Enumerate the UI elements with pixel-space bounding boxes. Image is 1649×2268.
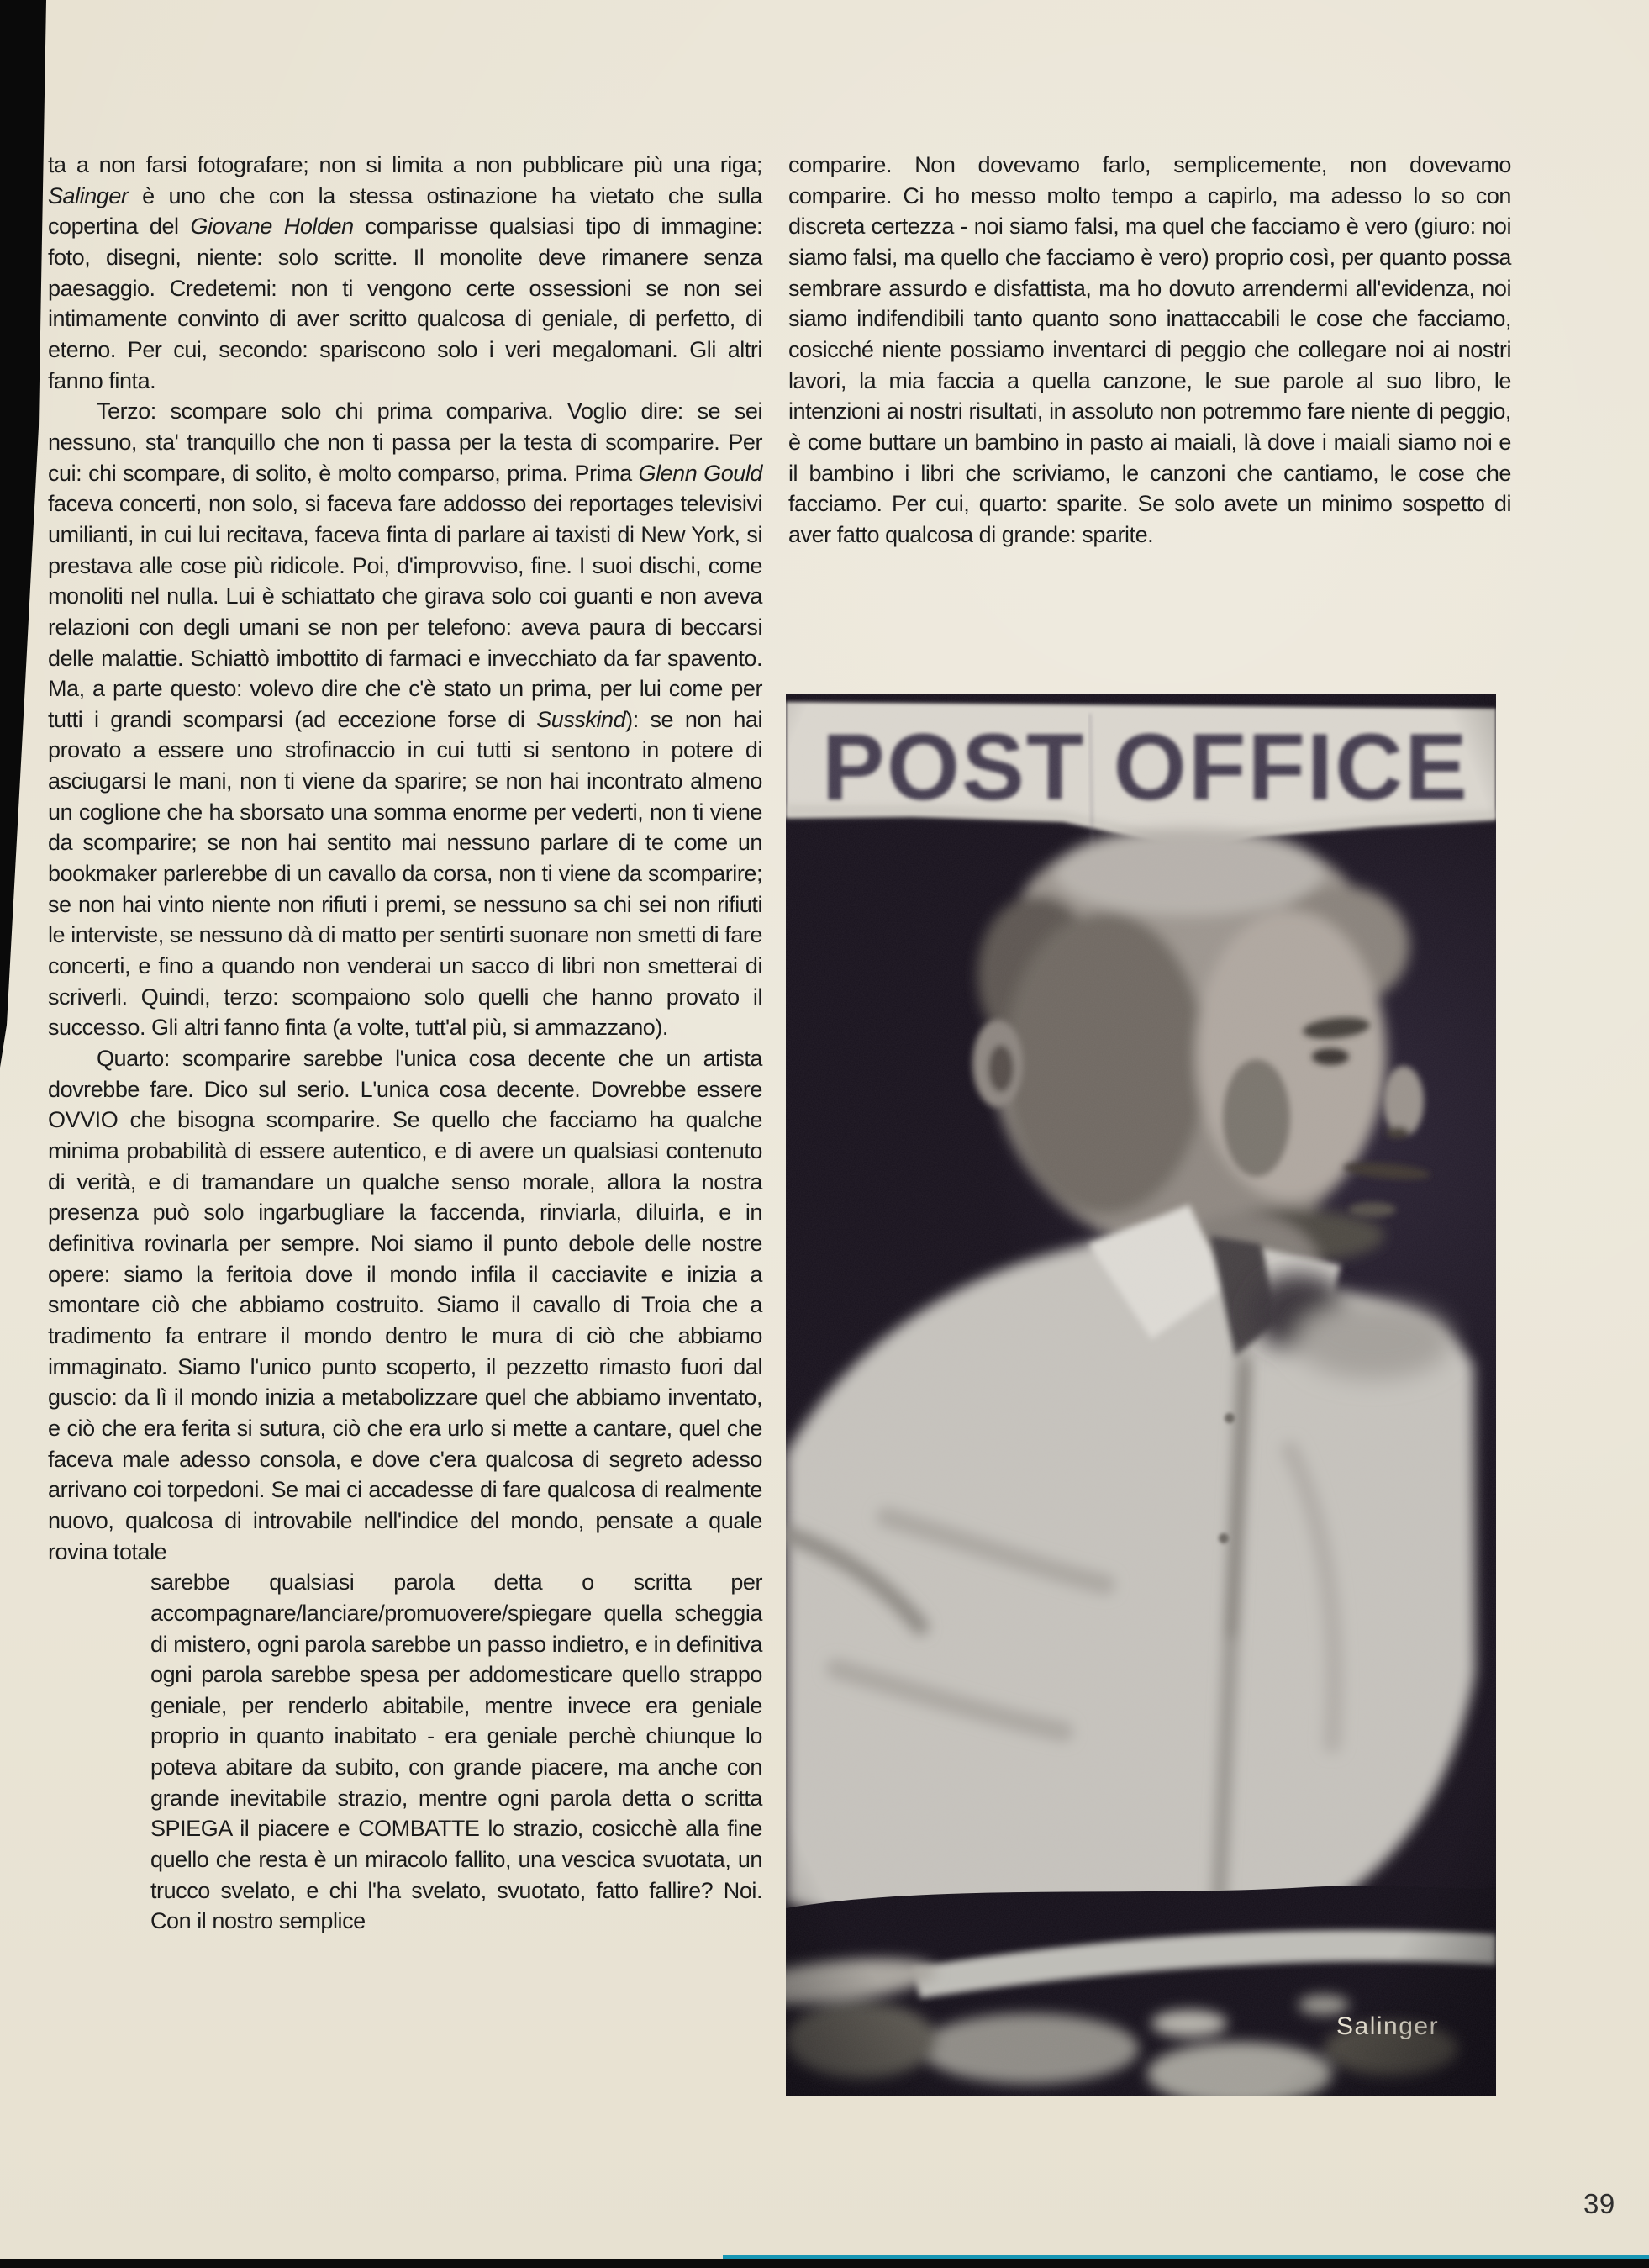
body-text: ta a non farsi fotografare; non si limita a non pubblicare più una riga; — [48, 152, 762, 177]
body-text: ): se non hai provato a essere uno strofinaccio in cui tutti si sentono in potere di asciugarsi le mani, non ti viene da sparire; se non hai incontrato almeno un coglione che ha sborsato una somma enorme per vederti, non ti viene da scomparire; se non hai sentito mai nessuno parlare di te come un bookmaker parlerebbe di un cavallo da corsa, non ti viene da scomparire; se non hai vinto niente non rifiuti i premi, se nessuno sa chi sei non rifiuti le interviste, se nessuno dà di matto per sentirti suonare non smetti di fare concerti, e fino a quando non venderai un sacco di libri non smetterai di scriverli. Quindi, terzo: scompaiono solo quelli che hanno provato il successo. Gli altri fanno finta (a volte, tutt'al più, si ammazzano). — [48, 706, 762, 1041]
paragraph-continuation — [48, 150, 762, 396]
salinger-photo — [786, 694, 1496, 2096]
italic-title-giovane-holden: Giovane Holden — [190, 214, 354, 240]
paragraph-quarto: Quarto: scomparire sarebbe l'unica cosa decente che un artista dovrebbe fare. Dico sul serio. L'unica cosa decente. Dovrebbe essere OVVIO che bisogna scomparire. Se quello che facciamo ha qualche minima probabilità di essere autentico, e di avere un qualsiasi contenuto di verità, e di tramandare un qualche senso morale, allora la nostra presenza può solo ingarbugliare la faccenda, rinviarla, diluirla, e in definitiva rovinarla per sempre. Noi siamo il punto debole delle nostre opere: siamo la feritoia dove il mondo infila il cacciavite e inizia a smontare ciò che abbiamo costruito. Siamo il cavallo di Troia che a tradimento fa entrare il mondo dentro le mura di ciò che abbiamo immaginato. Siamo l'unico punto scoperto, il pezzetto rimasto fuori dal guscio: da lì il mondo inizia a metabolizzare quel che abbiamo inventato, e ciò che era ferita si sutura, ciò che era urlo si mette a cantare, quel che faceva male adesso consola, e dove c'era qualcosa di segreto adesso arrivano coi torpedoni. Se mai ci accadesse di fare qualcosa di realmente nuovo, qualcosa di introvabile nell'indice del mondo, pensate a quale rovina totale — [48, 1046, 762, 1564]
photo-grain — [786, 694, 1496, 2096]
body-text: faceva concerti, non solo, si faceva fare addosso dei reportages televisivi umilianti, in cui lui recitava, faceva finta di parlare ai taxisti di New York, si prestava alle cose più ridicole. Poi, d'improvviso, fine. I suoi dischi, come monoliti nel nulla. Lui è schiattato che girava solo coi guanti e non aveva relazioni con degli umani se non per telefono: aveva paura di beccarsi delle malattie. Schiattò imbottito di farmaci e invecchiato da far spavento. Ma, a parte questo: volevo dire che c'è stato un prima, per lui come per tutti i grandi scomparsi (ad eccezione forse di — [48, 491, 762, 732]
italic-name-susskind: Susskind — [536, 706, 626, 732]
scan-border-left — [0, 0, 50, 1068]
right-column — [788, 150, 1511, 551]
body-text: è uno che con la stessa ostinazione ha vietato che sulla copertina del — [48, 182, 762, 240]
paragraph-terzo — [48, 396, 762, 1043]
paragraph-continuation: comparire. Non dovevamo farlo, semplicemente, non dovevamo comparire. Ci ho messo molto tempo a capirlo, ma adesso lo so con discreta certezza - noi siamo falsi, ma quel che facciamo è vero (giuro: noi siamo falsi, ma quello che facciamo è vero) proprio così, per quanto possa sembrare assurdo e disfattista, ma ho dovuto arrendermi all'evidenza, noi siamo indifendibili tanto quanto sono inattaccabili le cose che facciamo, cosicché niente possiamo inventarci di peggio che collegare noi ai nostri lavori, la mia faccia a quella canzone, le sue parole al suo libro, le intenzioni ai nostri risultati, in assoluto non potremmo fare niente di peggio, è come buttare un bambino in pasto ai maiali, là dove i maiali siamo noi e il bambino i libri che scriviamo, le canzoni che cantiamo, le cose che facciamo. Per cui, quarto: sparite. Se solo avete un minimo sospetto di aver fatto qualcosa di grande: sparite. — [788, 152, 1511, 547]
italic-name-glenn-gould: Glenn Gould — [638, 460, 762, 486]
page-number: 39 — [1583, 2188, 1615, 2219]
scan-border-bottom — [0, 2259, 1649, 2268]
body-text: Terzo: scompare solo chi prima compariva. Voglio dire: se sei nessuno, sta' tranquillo che non ti passa per la testa di scomparire. Per cui: chi scompare, di solito, è molto comparso, prima. Prima — [48, 398, 762, 486]
paragraph-quarto-indented-block: sarebbe qualsiasi parola detta o scritta per accompagnare/lanciare/promuovere/spiegare quella scheggia di mistero, ogni parola sarebbe un passo indietro, e in definitiva ogni parola sarebbe spesa per addomesticare quello strappo geniale, per renderlo abitabile, mentre invece era geniale proprio in quanto inabitato - era geniale perchè chiunque lo poteva abitare da subito, con grande piacere, ma anche con grande inevitabile strazio, mentre ogni parola detta o scritta SPIEGA il piacere e COMBATTE lo strazio, cosicchè alla fine quello che resta è un miracolo fallito, una vescica svuotata, un trucco svelato, e chi l'ha svelato, svuotato, fatto fallire? Noi. Con il nostro semplice — [150, 1569, 762, 1934]
left-column — [48, 150, 762, 1937]
salinger-photo-art — [786, 694, 1496, 2096]
italic-name-salinger: Salinger — [48, 182, 129, 208]
body-text: comparisse qualsiasi tipo di immagine: foto, disegni, niente: solo scritte. Il monolite deve rimanere senza paesaggio. Credetemi: non ti vengono certe ossessioni se non sei intimamente convinto di aver scritto qualcosa di geniale, di perfetto, di eterno. Per cui, secondo: spariscono solo i veri megalomani. Gli altri fanno finta. — [48, 214, 763, 393]
